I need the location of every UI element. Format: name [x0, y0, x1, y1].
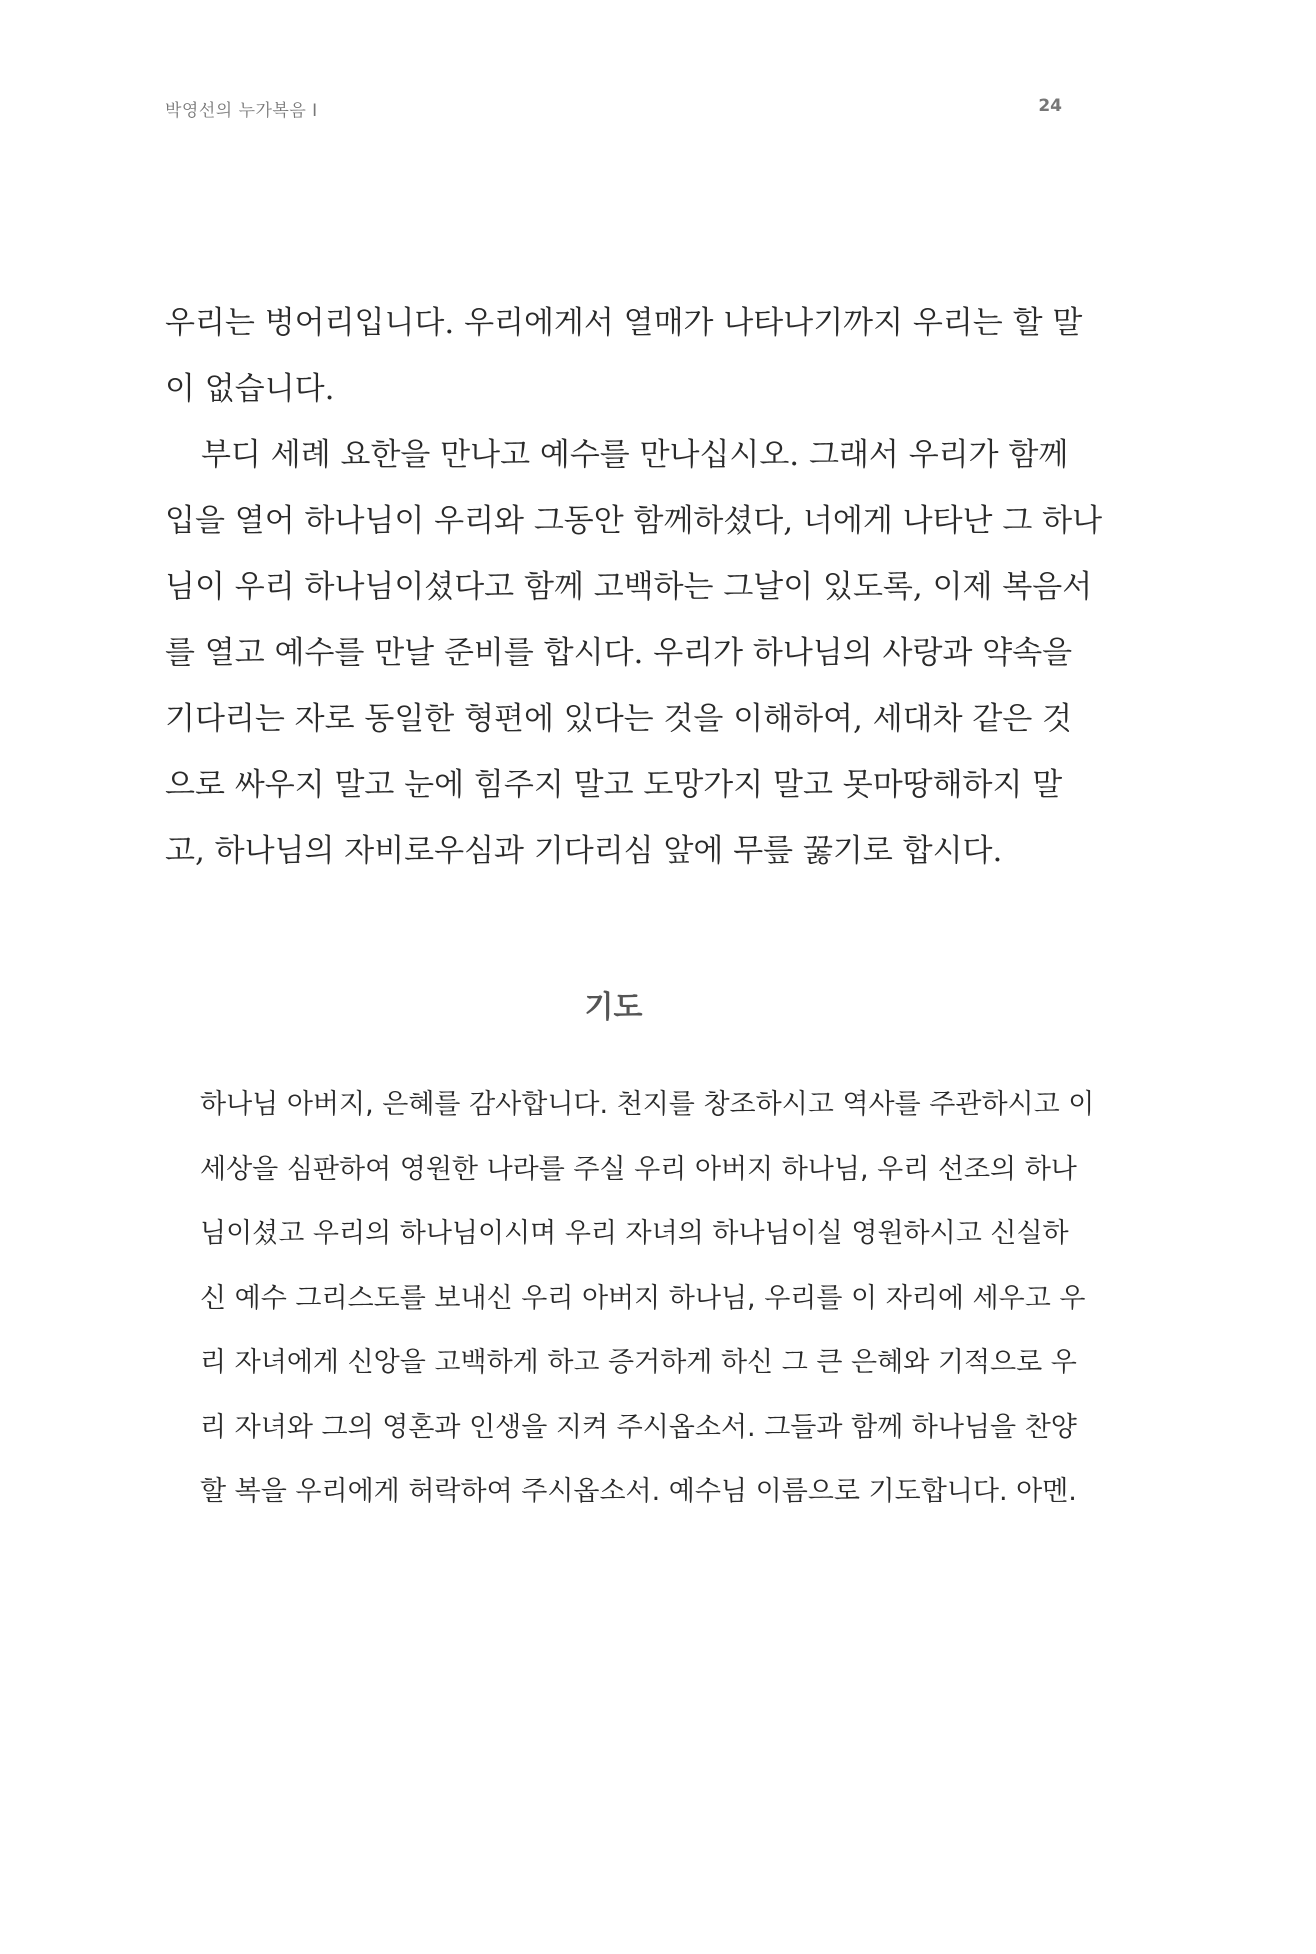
- body-line: 기다리는 자로 동일한 형편에 있다는 것을 이해하여, 세대차 같은 것: [165, 701, 1073, 737]
- page-number: 24: [1038, 96, 1062, 116]
- body-line: 으로 싸우지 말고 눈에 힘주지 말고 도망가지 말고 못마땅해하지 말: [165, 767, 1063, 803]
- prayer-line: 하나님 아버지, 은혜를 감사합니다. 천지를 창조하시고 역사를 주관하시고 이: [200, 1089, 1095, 1120]
- body-line: 부디 세례 요한을 만나고 예수를 만나십시오. 그래서 우리가 함께: [201, 437, 1069, 473]
- prayer-line: 세상을 심판하여 영원한 나라를 주실 우리 아버지 하나님, 우리 선조의 하나: [200, 1153, 1077, 1185]
- body-line: 이 없습니다.: [165, 371, 335, 407]
- body-line: 우리는 벙어리입니다. 우리에게서 열매가 나타나기까지 우리는 할 말: [165, 305, 1083, 341]
- body-line: 를 열고 예수를 만날 준비를 합시다. 우리가 하나님의 사랑과 약속을: [165, 635, 1073, 671]
- prayer-line: 님이셨고 우리의 하나님이시며 우리 자녀의 하나님이실 영원하시고 신실하: [200, 1218, 1069, 1249]
- body-line: 님이 우리 하나님이셨다고 함께 고백하는 그날이 있도록, 이제 복음서: [165, 569, 1093, 605]
- prayer-line: 할 복을 우리에게 허락하여 주시옵소서. 예수님 이름으로 기도합니다. 아멘.: [200, 1476, 1077, 1507]
- prayer-text: [200, 1083, 1095, 1535]
- prayer-line: 리 자녀와 그의 영혼과 인생을 지켜 주시옵소서. 그들과 함께 하나님을 찬양: [200, 1411, 1077, 1443]
- page-header: [165, 96, 1062, 126]
- prayer-line: 리 자녀에게 신앙을 고백하게 하고 증거하게 하신 그 큰 은혜와 기적으로 우: [200, 1347, 1077, 1378]
- body-line: 고, 하나님의 자비로우심과 기다리심 앞에 무릎 꿇기로 합시다.: [165, 833, 1003, 869]
- prayer-heading: 기도: [584, 990, 643, 1025]
- body-text: [165, 297, 1103, 891]
- running-title: 박영선의 누가복음 I: [165, 101, 318, 121]
- prayer-line: 신 예수 그리스도를 보내신 우리 아버지 하나님, 우리를 이 자리에 세우고 우: [200, 1282, 1086, 1314]
- body-line: 입을 열어 하나님이 우리와 그동안 함께하셨다, 너에게 나타난 그 하나: [165, 503, 1103, 539]
